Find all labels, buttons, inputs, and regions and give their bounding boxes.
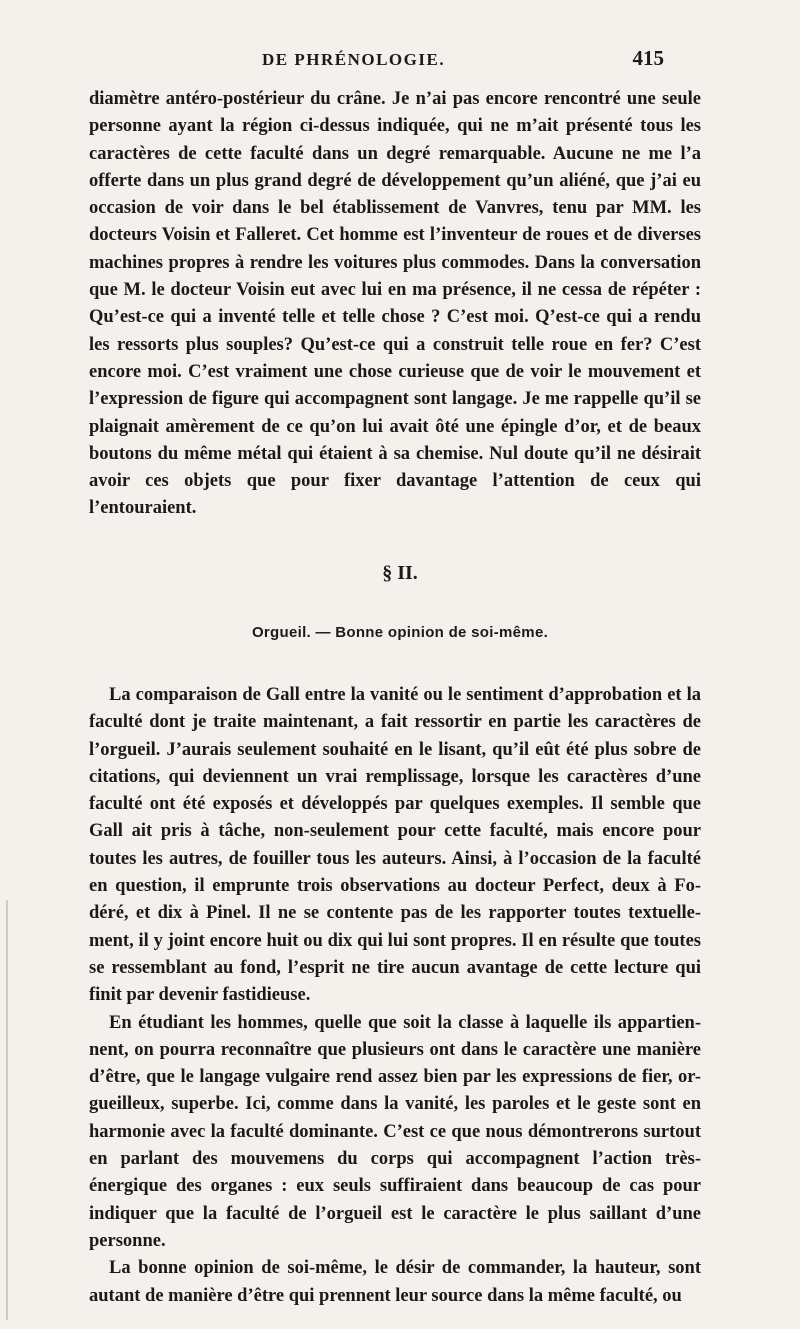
running-title: DE PHRÉNOLOGIE. bbox=[262, 50, 446, 69]
section-subtitle: Orgueil. — Bonne opinion de soi-même. bbox=[251, 624, 549, 641]
text-block-section bbox=[89, 682, 701, 1310]
page-edge-shadow bbox=[6, 900, 8, 1320]
section-heading: § II. bbox=[382, 562, 418, 584]
paragraph: La bonne opinion de soi-même, le désir de commander, la hauteur, sont autant de manière d’être qui prennent leur source dans la même faculté, ou bbox=[89, 1258, 701, 1306]
paragraph-continuation: diamètre antéro-postérieur du crâne. Je n’ai pas encore rencontré une seule personne ayant la région ci-dessus indiquée, qui ne m’ait présenté tous les caractères de cette faculté dans un degré remarquable. Aucune ne me l’a offerte dans un plus grand degré de développement qu’un aliéné, que j’ai eu occasion de voir dans le bel établissement de Vanvres, tenu par MM. les docteurs Voisin et Falleret. Cet homme est l’inventeur de roues et de diverses machines propres à rendre les voitures plus commodes. Dans la conversation que M. le docteur Voisin eut avec lui en ma présence, il ne cessa de répéter : Qu’est-ce qui a inventé telle et telle chose ? C’est moi. Q’est-ce qui a rendu les ressorts plus souples? Qu’est-ce qui a construit telle roue en fer? C’est encore moi. C’est vraiment une chose curieuse que de voir le mouvement et l’expression de figure qui accompagnent sont langage. Je me rappelle qu’il se plaignait amèrement de ce qu’on lui avait ôté une épingle d’or, et de beaux boutons du même métal qui étaient à sa chemise. Nul doute qu’il ne désirait avoir ces objets que pour fixer davantage l’attention de ceux qui l’entouraient. bbox=[89, 89, 701, 519]
paragraph: En étudiant les hommes, quelle que soit la classe à laquelle ils appartien-nent, on pourra reconnaître que plusieurs ont dans le caractère une manière d’être, que le langage vulgaire rend assez bien par les expressions de fier, or-gueilleux, superbe. Ici, comme dans la vanité, les paroles et le geste sont en harmonie avec la faculté dominante. C’est ce que nous démontrerons surtout en parlant des mouvemens du corps qui accompagnent l’action très-énergique des organes : eux seuls suffiraient dans beaucoup de cas pour indiquer que la faculté de l’orgueil est le caractère le plus saillant d’une personne. bbox=[89, 1012, 701, 1251]
text-block-top bbox=[89, 86, 701, 523]
page-number: 415 bbox=[632, 46, 664, 70]
paragraph: La comparaison de Gall entre la vanité ou le sentiment d’approbation et la faculté dont je traite maintenant, a fait ressortir en partie les caractères de l’orgueil. J’aurais seulement souhaité en le lisant, qu’il eût été plus sobre de citations, qui deviennent un vrai remplissage, lorsque les caractères d’une faculté ont été exposés et développés par quelques exemples. Il semble que Gall ait pris à tâche, non-seulement pour cette faculté, mais encore pour toutes les autres, de fouiller tous les auteurs. Ainsi, à l’occasion de la faculté en question, il emprunte trois observations au docteur Perfect, deux à Fo-déré, et dix à Pinel. Il ne se contente pas de les rapporter toutes textuelle-ment, il y joint encore huit ou dix qui lui sont propres. Il en résulte que toutes se ressemblant au fond, l’esprit ne tire aucun avantage de cette lecture qui finit par devenir fastidieuse. bbox=[89, 685, 701, 1006]
